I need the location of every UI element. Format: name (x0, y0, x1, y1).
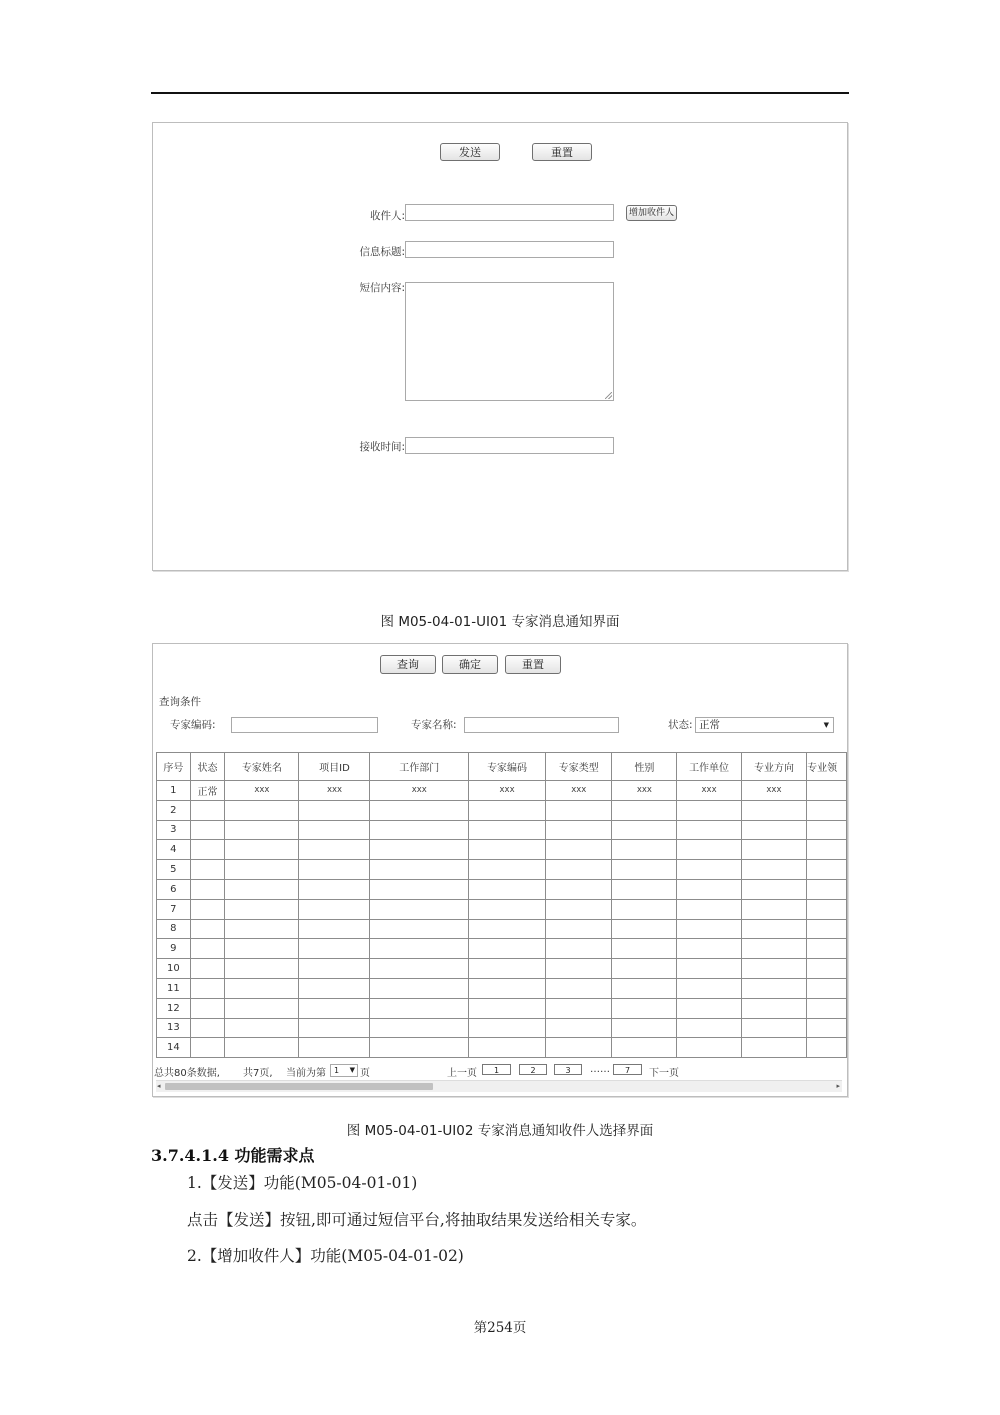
table-cell (741, 998, 806, 1018)
title-input[interactable] (405, 241, 614, 258)
table-cell (299, 959, 370, 979)
section-heading: 3.7.4.1.4 功能需求点 (151, 1146, 315, 1165)
table-cell (370, 800, 469, 820)
table-cell (807, 879, 847, 899)
table-row[interactable] (157, 820, 847, 840)
confirm-button[interactable]: 确定 (442, 655, 498, 674)
dropdown-arrow-icon: ▼ (823, 721, 829, 729)
table-cell: 2 (157, 800, 191, 820)
table-cell (190, 899, 225, 919)
table-cell (225, 879, 299, 899)
receive-time-label: 接收时间: (359, 441, 405, 453)
table-cell: xxx (225, 781, 299, 801)
table-cell (190, 840, 225, 860)
status-select-value: 正常 (699, 719, 720, 731)
table-cell (677, 1018, 741, 1038)
page-number: 第254页 (473, 1320, 527, 1336)
pager-ellipsis: …… (590, 1064, 610, 1075)
page-select[interactable] (330, 1064, 358, 1077)
table-cell (190, 860, 225, 880)
table-row[interactable] (157, 998, 847, 1018)
table-cell (469, 879, 546, 899)
table-cell (807, 800, 847, 820)
table-header-row (157, 753, 847, 781)
column-header[interactable]: 专业领 (807, 753, 847, 781)
table-cell (546, 1018, 612, 1038)
table-row[interactable] (157, 800, 847, 820)
column-header[interactable]: 专家姓名 (225, 753, 299, 781)
figure-caption-1: 图 M05-04-01-UI01 专家消息通知界面 (380, 614, 620, 630)
table-cell: 8 (157, 919, 191, 939)
table-cell (807, 998, 847, 1018)
horizontal-scrollbar[interactable] (156, 1080, 842, 1092)
content-label: 短信内容: (359, 282, 405, 294)
table-cell (299, 1038, 370, 1058)
table-cell (469, 939, 546, 959)
table-cell (677, 1038, 741, 1058)
table-cell (370, 820, 469, 840)
column-header[interactable]: 工作部门 (370, 753, 469, 781)
column-header[interactable]: 专家类型 (546, 753, 612, 781)
table-cell (299, 840, 370, 860)
add-recipient-button[interactable]: 增加收件人 (626, 205, 677, 221)
recipient-input[interactable] (405, 204, 614, 221)
expert-name-input[interactable] (464, 717, 619, 733)
table-cell (546, 820, 612, 840)
table-cell (612, 800, 677, 820)
table-cell (807, 1038, 847, 1058)
table-cell: xxx (299, 781, 370, 801)
table-cell (225, 1018, 299, 1038)
pager-pages: 共7页, (243, 1068, 273, 1079)
table-cell (677, 978, 741, 998)
table-cell (299, 939, 370, 959)
table-cell (370, 879, 469, 899)
table-cell (741, 1038, 806, 1058)
table-cell (546, 939, 612, 959)
table-cell (370, 840, 469, 860)
table-cell (190, 978, 225, 998)
pager-current-prefix: 当前为第 (286, 1068, 326, 1079)
page-2-button[interactable]: 2 (519, 1064, 547, 1075)
table-cell (807, 978, 847, 998)
table-cell (469, 959, 546, 979)
table-cell (546, 1038, 612, 1058)
table-row[interactable] (157, 879, 847, 899)
recipient-selection-panel (152, 643, 848, 1097)
pager-current-suffix: 页 (360, 1068, 370, 1079)
requirement-item-1: 1.【发送】功能(M05-04-01-01) (187, 1174, 418, 1192)
table-cell (612, 860, 677, 880)
table-cell: 11 (157, 978, 191, 998)
scroll-left-icon[interactable]: ◂ (157, 1082, 161, 1090)
table-cell: 5 (157, 860, 191, 880)
table-cell (299, 919, 370, 939)
table-cell (225, 860, 299, 880)
dropdown-arrow-icon: ▼ (349, 1066, 355, 1074)
table-cell (299, 820, 370, 840)
table-cell: 14 (157, 1038, 191, 1058)
table-cell (612, 1018, 677, 1038)
table-cell (469, 860, 546, 880)
table-cell (546, 998, 612, 1018)
table-cell (741, 978, 806, 998)
table-cell (469, 1038, 546, 1058)
table-cell (225, 840, 299, 860)
table-cell (370, 860, 469, 880)
table-cell (225, 820, 299, 840)
table-cell (612, 899, 677, 919)
expert-name-label: 专家名称: (411, 719, 457, 731)
table-cell (546, 959, 612, 979)
table-cell: 13 (157, 1018, 191, 1038)
table-cell (469, 998, 546, 1018)
table-cell: xxx (469, 781, 546, 801)
table-cell (807, 840, 847, 860)
table-cell (190, 998, 225, 1018)
table-cell (612, 978, 677, 998)
requirement-item-1-description: 点击【发送】按钮,即可通过短信平台,将抽取结果发送给相关专家。 (187, 1211, 647, 1229)
table-cell (469, 840, 546, 860)
table-cell (677, 879, 741, 899)
table-cell (299, 998, 370, 1018)
table-cell (225, 978, 299, 998)
table-row[interactable] (157, 978, 847, 998)
receive-time-input[interactable] (405, 437, 614, 454)
table-cell (807, 919, 847, 939)
table-cell (299, 899, 370, 919)
table-cell (677, 860, 741, 880)
table-row[interactable] (157, 781, 847, 801)
table-row[interactable] (157, 919, 847, 939)
table-cell (612, 1038, 677, 1058)
table-cell (225, 800, 299, 820)
column-header[interactable]: 专家编码 (469, 753, 546, 781)
table-cell (741, 860, 806, 880)
table-cell (190, 1038, 225, 1058)
table-cell (190, 939, 225, 959)
table-cell (225, 959, 299, 979)
table-cell (677, 800, 741, 820)
pager-total: 总共80条数据, (154, 1068, 220, 1079)
table-cell (299, 1018, 370, 1038)
table-row[interactable] (157, 1018, 847, 1038)
page-select-value: 1 (334, 1066, 340, 1075)
table-cell: 3 (157, 820, 191, 840)
table-row[interactable] (157, 860, 847, 880)
table-cell (225, 1038, 299, 1058)
table-cell (741, 820, 806, 840)
table-cell (612, 919, 677, 939)
status-select[interactable] (695, 717, 834, 733)
table-cell (190, 820, 225, 840)
table-cell (370, 978, 469, 998)
requirement-item-2: 2.【增加收件人】功能(M05-04-01-02) (187, 1247, 464, 1265)
table-cell (370, 919, 469, 939)
status-label: 状态: (668, 719, 693, 731)
table-row[interactable] (157, 939, 847, 959)
table-cell: 9 (157, 939, 191, 959)
page-7-button[interactable]: 7 (613, 1064, 642, 1075)
table-cell: 7 (157, 899, 191, 919)
prev-page-link[interactable]: 上一页 (447, 1068, 477, 1079)
figure-caption-2: 图 M05-04-01-UI02 专家消息通知收件人选择界面 (346, 1123, 654, 1139)
table-row[interactable] (157, 899, 847, 919)
table-cell (807, 959, 847, 979)
table-cell (807, 820, 847, 840)
table-cell (612, 998, 677, 1018)
table-cell: 4 (157, 840, 191, 860)
table-cell (677, 820, 741, 840)
table-cell (190, 1018, 225, 1038)
table-cell: xxx (370, 781, 469, 801)
table-row[interactable] (157, 959, 847, 979)
table-cell: 12 (157, 998, 191, 1018)
table-cell (469, 899, 546, 919)
scroll-right-icon[interactable]: ▸ (836, 1082, 840, 1090)
table-cell (225, 899, 299, 919)
table-cell (469, 800, 546, 820)
table-cell (612, 959, 677, 979)
table-cell: 正常 (190, 781, 225, 801)
table-cell (370, 1038, 469, 1058)
table-cell (546, 899, 612, 919)
content-textarea[interactable] (405, 282, 614, 401)
header-rule (151, 92, 849, 94)
table-cell (190, 879, 225, 899)
query-conditions-title: 查询条件 (159, 696, 201, 708)
table-cell: 6 (157, 879, 191, 899)
table-cell (741, 899, 806, 919)
table-cell (807, 939, 847, 959)
table-cell (190, 919, 225, 939)
table-cell (546, 919, 612, 939)
table-cell (299, 978, 370, 998)
scrollbar-thumb[interactable] (165, 1083, 433, 1090)
column-header[interactable]: 性别 (612, 753, 677, 781)
table-cell (190, 800, 225, 820)
table-cell (469, 820, 546, 840)
table-cell (677, 840, 741, 860)
table-cell (546, 978, 612, 998)
table-cell: xxx (677, 781, 741, 801)
table-cell (741, 919, 806, 939)
column-header[interactable]: 工作单位 (677, 753, 741, 781)
table-cell (677, 919, 741, 939)
table-cell (741, 879, 806, 899)
table-cell (612, 840, 677, 860)
table-cell (225, 998, 299, 1018)
table-cell: xxx (612, 781, 677, 801)
column-header[interactable]: 专业方向 (741, 753, 806, 781)
table-cell (225, 919, 299, 939)
table-cell (741, 1018, 806, 1038)
table-cell (370, 998, 469, 1018)
table-row[interactable] (157, 1038, 847, 1058)
table-cell (299, 879, 370, 899)
message-notification-form (152, 122, 848, 571)
table-cell (741, 939, 806, 959)
table-cell (741, 840, 806, 860)
resize-grip-icon[interactable] (605, 392, 612, 399)
send-button[interactable]: 发送 (440, 143, 500, 161)
table-cell (546, 800, 612, 820)
table-cell (546, 840, 612, 860)
title-label: 信息标题: (359, 246, 405, 258)
table-cell (546, 879, 612, 899)
column-header[interactable]: 项目ID (299, 753, 370, 781)
page-1-button[interactable]: 1 (482, 1064, 511, 1075)
table-cell (469, 1018, 546, 1038)
reset-button[interactable]: 重置 (532, 143, 592, 161)
recipient-label: 收件人: (369, 210, 405, 222)
expert-table (156, 752, 847, 1058)
page-3-button[interactable]: 3 (554, 1064, 582, 1075)
table-cell (677, 939, 741, 959)
table-cell (807, 1018, 847, 1038)
table-cell (677, 899, 741, 919)
table-cell (612, 939, 677, 959)
table-cell: xxx (741, 781, 806, 801)
table-cell (370, 959, 469, 979)
reset-button-2[interactable]: 重置 (505, 655, 561, 674)
table-cell (190, 959, 225, 979)
table-cell (546, 860, 612, 880)
table-cell: xxx (546, 781, 612, 801)
table-cell (677, 998, 741, 1018)
table-cell (741, 800, 806, 820)
table-cell (612, 820, 677, 840)
expert-code-label: 专家编码: (170, 719, 216, 731)
table-cell: 10 (157, 959, 191, 979)
table-cell (469, 978, 546, 998)
query-button[interactable]: 查询 (380, 655, 436, 674)
table-cell (370, 1018, 469, 1038)
table-cell (677, 959, 741, 979)
next-page-link[interactable]: 下一页 (649, 1068, 679, 1079)
table-cell (225, 939, 299, 959)
table-cell: 1 (157, 781, 191, 801)
table-cell (807, 899, 847, 919)
table-cell (299, 860, 370, 880)
table-cell (299, 800, 370, 820)
column-header[interactable]: 序号 (157, 753, 191, 781)
table-cell (807, 781, 847, 801)
expert-code-input[interactable] (231, 717, 378, 733)
table-cell (370, 899, 469, 919)
table-row[interactable] (157, 840, 847, 860)
table-cell (612, 879, 677, 899)
table-cell (741, 959, 806, 979)
table-cell (370, 939, 469, 959)
table-cell (469, 919, 546, 939)
table-cell (807, 860, 847, 880)
column-header[interactable]: 状态 (190, 753, 225, 781)
